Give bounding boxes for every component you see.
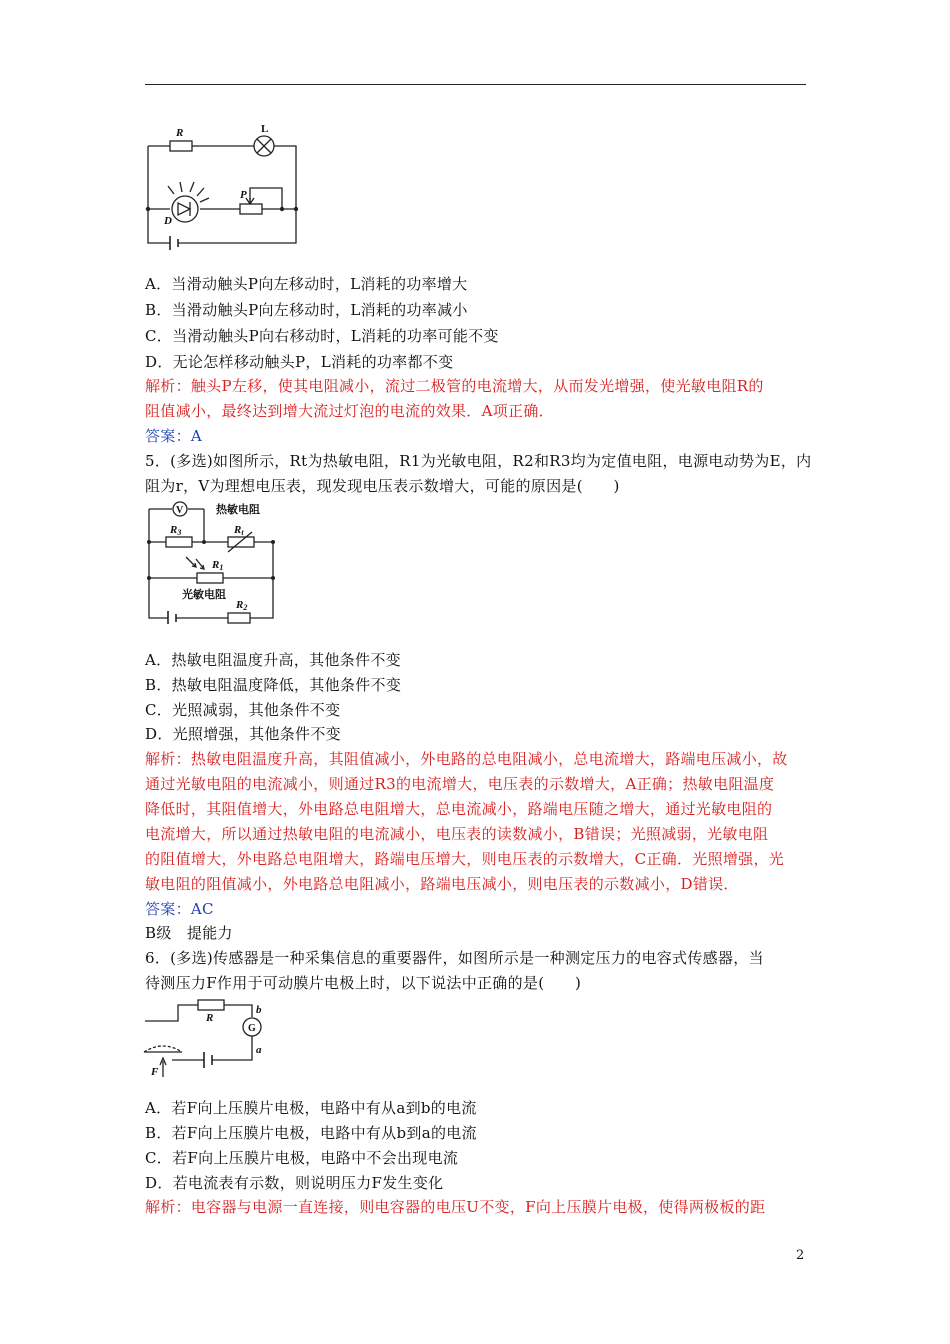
- fig1-label-P: P: [240, 189, 247, 201]
- fig1-label-L: L: [261, 123, 269, 135]
- q5-analysis-line-1: 解析：热敏电阻温度升高，其阻值减小，外电路的总电阻减小，总电流增大，路端电压减小，故: [145, 750, 788, 768]
- q4-analysis-line-2: 阻值减小，最终达到增大流过灯泡的电流的效果．A项正确．: [145, 402, 554, 420]
- q5-analysis-line-3: 降低时，其阻值增大，外电路总电阻增大，总电流减小，路端电压随之增大，通过光敏电阻的: [145, 800, 773, 818]
- fig2-label-R2-sub: 2: [243, 603, 248, 612]
- fig3-label-R: R: [206, 1012, 214, 1024]
- fig2-label-R2: R: [236, 599, 244, 611]
- header-rule: [145, 84, 806, 85]
- page-number: 2: [796, 1248, 805, 1263]
- q5-option-c: C．光照减弱，其他条件不变: [145, 701, 341, 719]
- q4-option-b: B．当滑动触头P向左移动时，L消耗的功率减小: [145, 301, 468, 319]
- q5-option-a: A．热敏电阻温度升高，其他条件不变: [145, 651, 401, 669]
- q5-analysis-line-4: 电流增大，所以通过热敏电阻的电流减小，电压表的读数减小，B错误；光照减弱，光敏电阻: [145, 825, 769, 843]
- q5-option-d: D．光照增强，其他条件不变: [145, 725, 341, 743]
- q5-analysis-line-2: 通过光敏电阻的电流减小，则通过R3的电流增大，电压表的示数增大，A正确；热敏电阻温度: [145, 775, 775, 793]
- q4-answer: 答案：A: [145, 427, 203, 445]
- q5-analysis-line-5: 的阻值增大，外电路总电阻增大，路端电压增大，则电压表的示数增大，C正确．光照增强，光: [145, 850, 785, 868]
- q5-answer: 答案：AC: [145, 900, 214, 918]
- q5-analysis-line-6: 敏电阻的阻值减小，外电路总电阻减小，路端电压减小，则电压表的示数减小，D错误．: [145, 875, 739, 893]
- fig3-label-G: G: [248, 1023, 256, 1034]
- svg-text:Rt: [233, 524, 244, 537]
- fig2-label-R3-sub: 3: [177, 528, 182, 537]
- fig2-label-V: V: [176, 505, 184, 516]
- q6-stem-line-1: 6．(多选)传感器是一种采集信息的重要器件，如图所示是一种测定压力的电容式传感器，当: [145, 949, 764, 967]
- q6-option-c: C．若F向上压膜片电极，电路中不会出现电流: [145, 1149, 459, 1167]
- fig2-label-R1-sub: 1: [219, 563, 224, 572]
- fig2-label-Rt-sub: t: [241, 528, 244, 537]
- fig2-label-R1: R: [212, 559, 220, 571]
- q6-stem-line-2: 待测压力F作用于可动膜片电极上时，以下说法中正确的是( ): [145, 974, 582, 992]
- fig2-label-thermistor: 热敏电阻: [216, 504, 260, 516]
- q6-option-b: B．若F向上压膜片电极，电路中有从b到a的电流: [145, 1124, 477, 1142]
- q4-option-c: C．当滑动触头P向右移动时，L消耗的功率可能不变: [145, 327, 499, 345]
- fig1-label-R: R: [176, 127, 184, 139]
- fig3-label-a: a: [256, 1044, 262, 1056]
- q4-option-a: A．当滑动触头P向左移动时，L消耗的功率增大: [145, 275, 468, 293]
- level-b-heading: B级 提能力: [145, 924, 233, 942]
- q4-option-d: D．无论怎样移动触头P，L消耗的功率都不变: [145, 353, 454, 371]
- fig2-label-Rt: R: [234, 524, 242, 536]
- circuit-figure-2: [140, 496, 290, 624]
- q6-option-a: A．若F向上压膜片电极，电路中有从a到b的电流: [145, 1099, 477, 1117]
- svg-text:R3: [169, 524, 181, 537]
- fig3-label-F: F: [151, 1066, 159, 1078]
- fig2-label-photoresistor: 光敏电阻: [182, 589, 226, 601]
- q5-option-b: B．热敏电阻温度降低，其他条件不变: [145, 676, 402, 694]
- q4-analysis-line-1: 解析：触头P左移，使其电阻减小，流过二极管的电流增大，从而发光增强，使光敏电阻R的: [145, 377, 764, 395]
- circuit-figure-1: [140, 118, 305, 253]
- circuit-figure-3: [140, 995, 275, 1080]
- q5-stem-line-1: 5．(多选)如图所示，Rt为热敏电阻，R1为光敏电阻，R2和R3均为定值电阻，电源电动势为E，内: [145, 452, 812, 470]
- svg-text:R1: [211, 559, 223, 572]
- svg-text:R2: [235, 599, 247, 612]
- fig1-label-D: D: [164, 215, 172, 227]
- q6-option-d: D．若电流表有示数，则说明压力F发生变化: [145, 1174, 444, 1192]
- fig2-label-R3: R: [170, 524, 178, 536]
- q5-stem-line-2: 阻为r，V为理想电压表，现发现电压表示数增大，可能的原因是( ): [145, 477, 620, 495]
- fig3-label-b: b: [256, 1004, 262, 1016]
- q6-analysis-line-1: 解析：电容器与电源一直连接，则电容器的电压U不变，F向上压膜片电极，使得两极板的距: [145, 1198, 766, 1216]
